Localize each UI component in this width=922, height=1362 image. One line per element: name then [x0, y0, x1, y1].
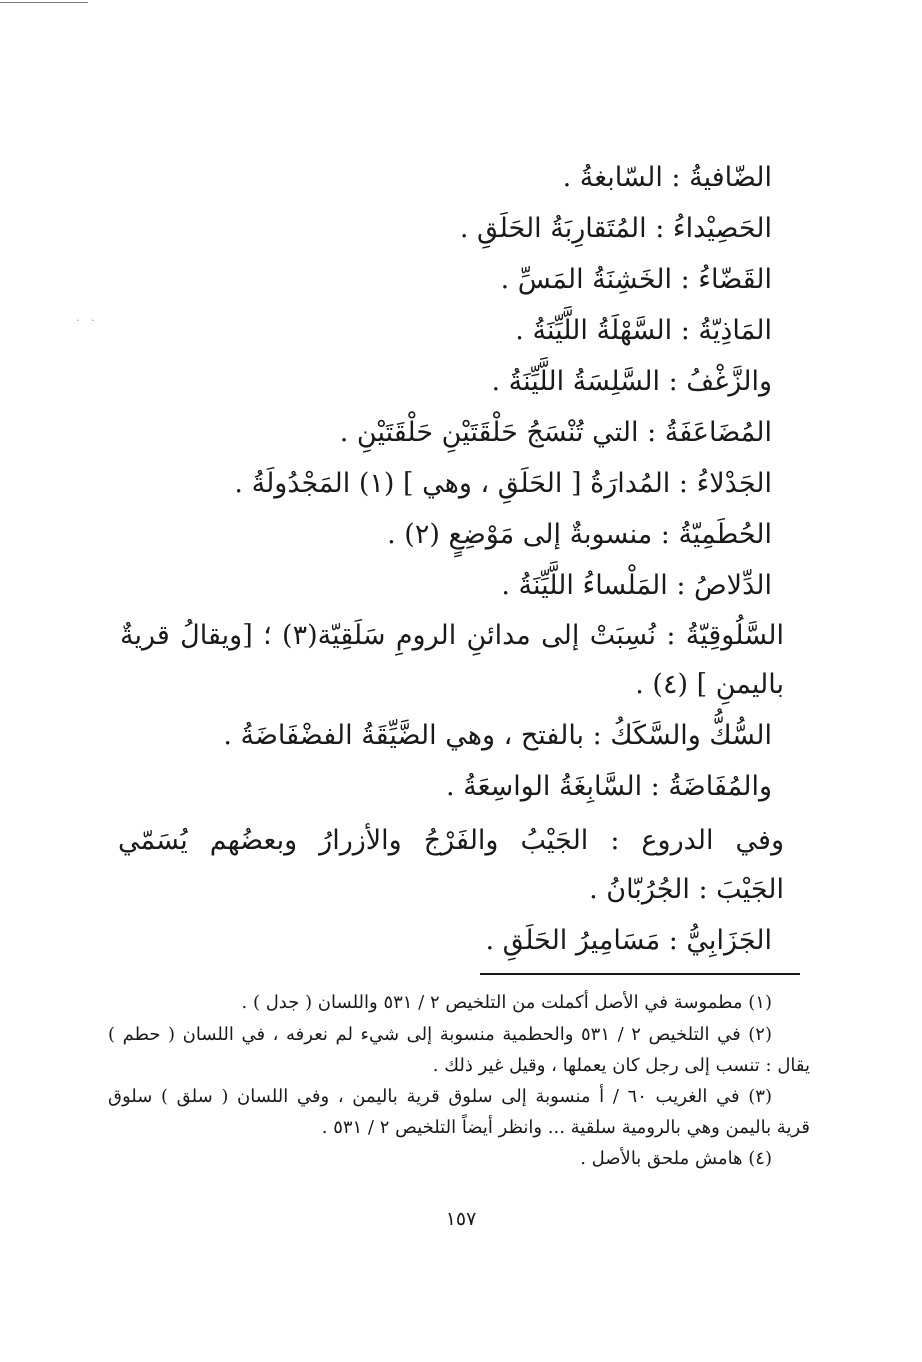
text-line: والمُفَاضَةُ : السَّابِغَةُ الواسِعَةُ . [445, 771, 772, 802]
footnote-line: (٣) في الغريب ٦٠ / أ منسوبة إلى سلوق قرية باليمن ، وفي اللسان ( سلق ) سلوق [108, 1086, 772, 1107]
text-line: الجَزَابِيُّ : مَسَامِيرُ الحَلَقِ . [485, 925, 772, 956]
text-line: الجَدْلاءُ : المُدارَةُ [ الحَلَقِ ، وهي ] (١) المَجْدُولَةُ . [234, 468, 772, 499]
page-number: ١٥٧ [445, 1208, 477, 1230]
footnote-line: قرية باليمن وهي بالرومية سلقية ... وانظر أيضاً التلخيص ٢ / ٥٣١ . [321, 1117, 810, 1138]
footnote-line: (٢) في التلخيص ٢ / ٥٣١ والحطمية منسوبة إلى شيء لم نعرفه ، في اللسان ( حطم ) [108, 1024, 772, 1045]
top-edge-rule [0, 2, 88, 3]
text-line: الحَصِيْداءُ : المُتَقارِبَةُ الحَلَقِ . [459, 213, 772, 244]
text-line: السُّكُّ والسَّكَكُ : بالفتح ، وهي الضَّيِّقَةُ الفضْفَاضَةُ . [223, 720, 772, 751]
text-line: الدِّلاصُ : المَلْساءُ اللَّيِّنَةُ . [501, 570, 772, 601]
footnote-line: (٤) هامش ملحق بالأصل . [580, 1148, 772, 1169]
text-line: وفي الدروع : الجَيْبُ والفَرْجُ والأزرارُ وبعضُهم يُسَمّي [118, 825, 784, 856]
text-line: السَّلُوقِيّةُ : نُسِبَتْ إلى مدائنِ الرومِ سَلَقِيّة(٣) ؛ [ويقالُ قريةٌ [120, 620, 785, 651]
text-line: القَضّاءُ : الخَشِنَةُ المَسِّ . [500, 264, 772, 295]
footnote-separator [480, 973, 800, 975]
text-line: المَاذِيّةُ : السَّهْلَةُ اللَّيِّنَةُ . [515, 315, 772, 346]
text-line: الحُطَمِيّةُ : منسوبةٌ إلى مَوْضِعٍ (٢) . [387, 519, 772, 550]
footnote-line: يقال : تنسب إلى رجل كان يعملها ، وقيل غير ذلك . [432, 1055, 810, 1076]
text-line: الضّافيةُ : السّابغةُ . [562, 162, 772, 193]
text-line: المُضَاعَفَةُ : التي تُنْسَجُ حَلْقَتَيْنِ حَلْقَتَيْنِ . [339, 417, 772, 448]
text-line: باليمنِ ] (٤) . [635, 669, 784, 700]
text-line: والزَّغْفُ : السَّلِسَةُ اللَّيِّنَةُ . [491, 366, 772, 397]
margin-marks: · · [76, 314, 99, 327]
footnote-line: (١) مطموسة في الأصل أكملت من التلخيص ٢ / ٥٣١ واللسان ( جدل ) . [241, 992, 772, 1013]
text-line: الجَيْبَ : الجُرُبّانُ . [589, 874, 784, 905]
